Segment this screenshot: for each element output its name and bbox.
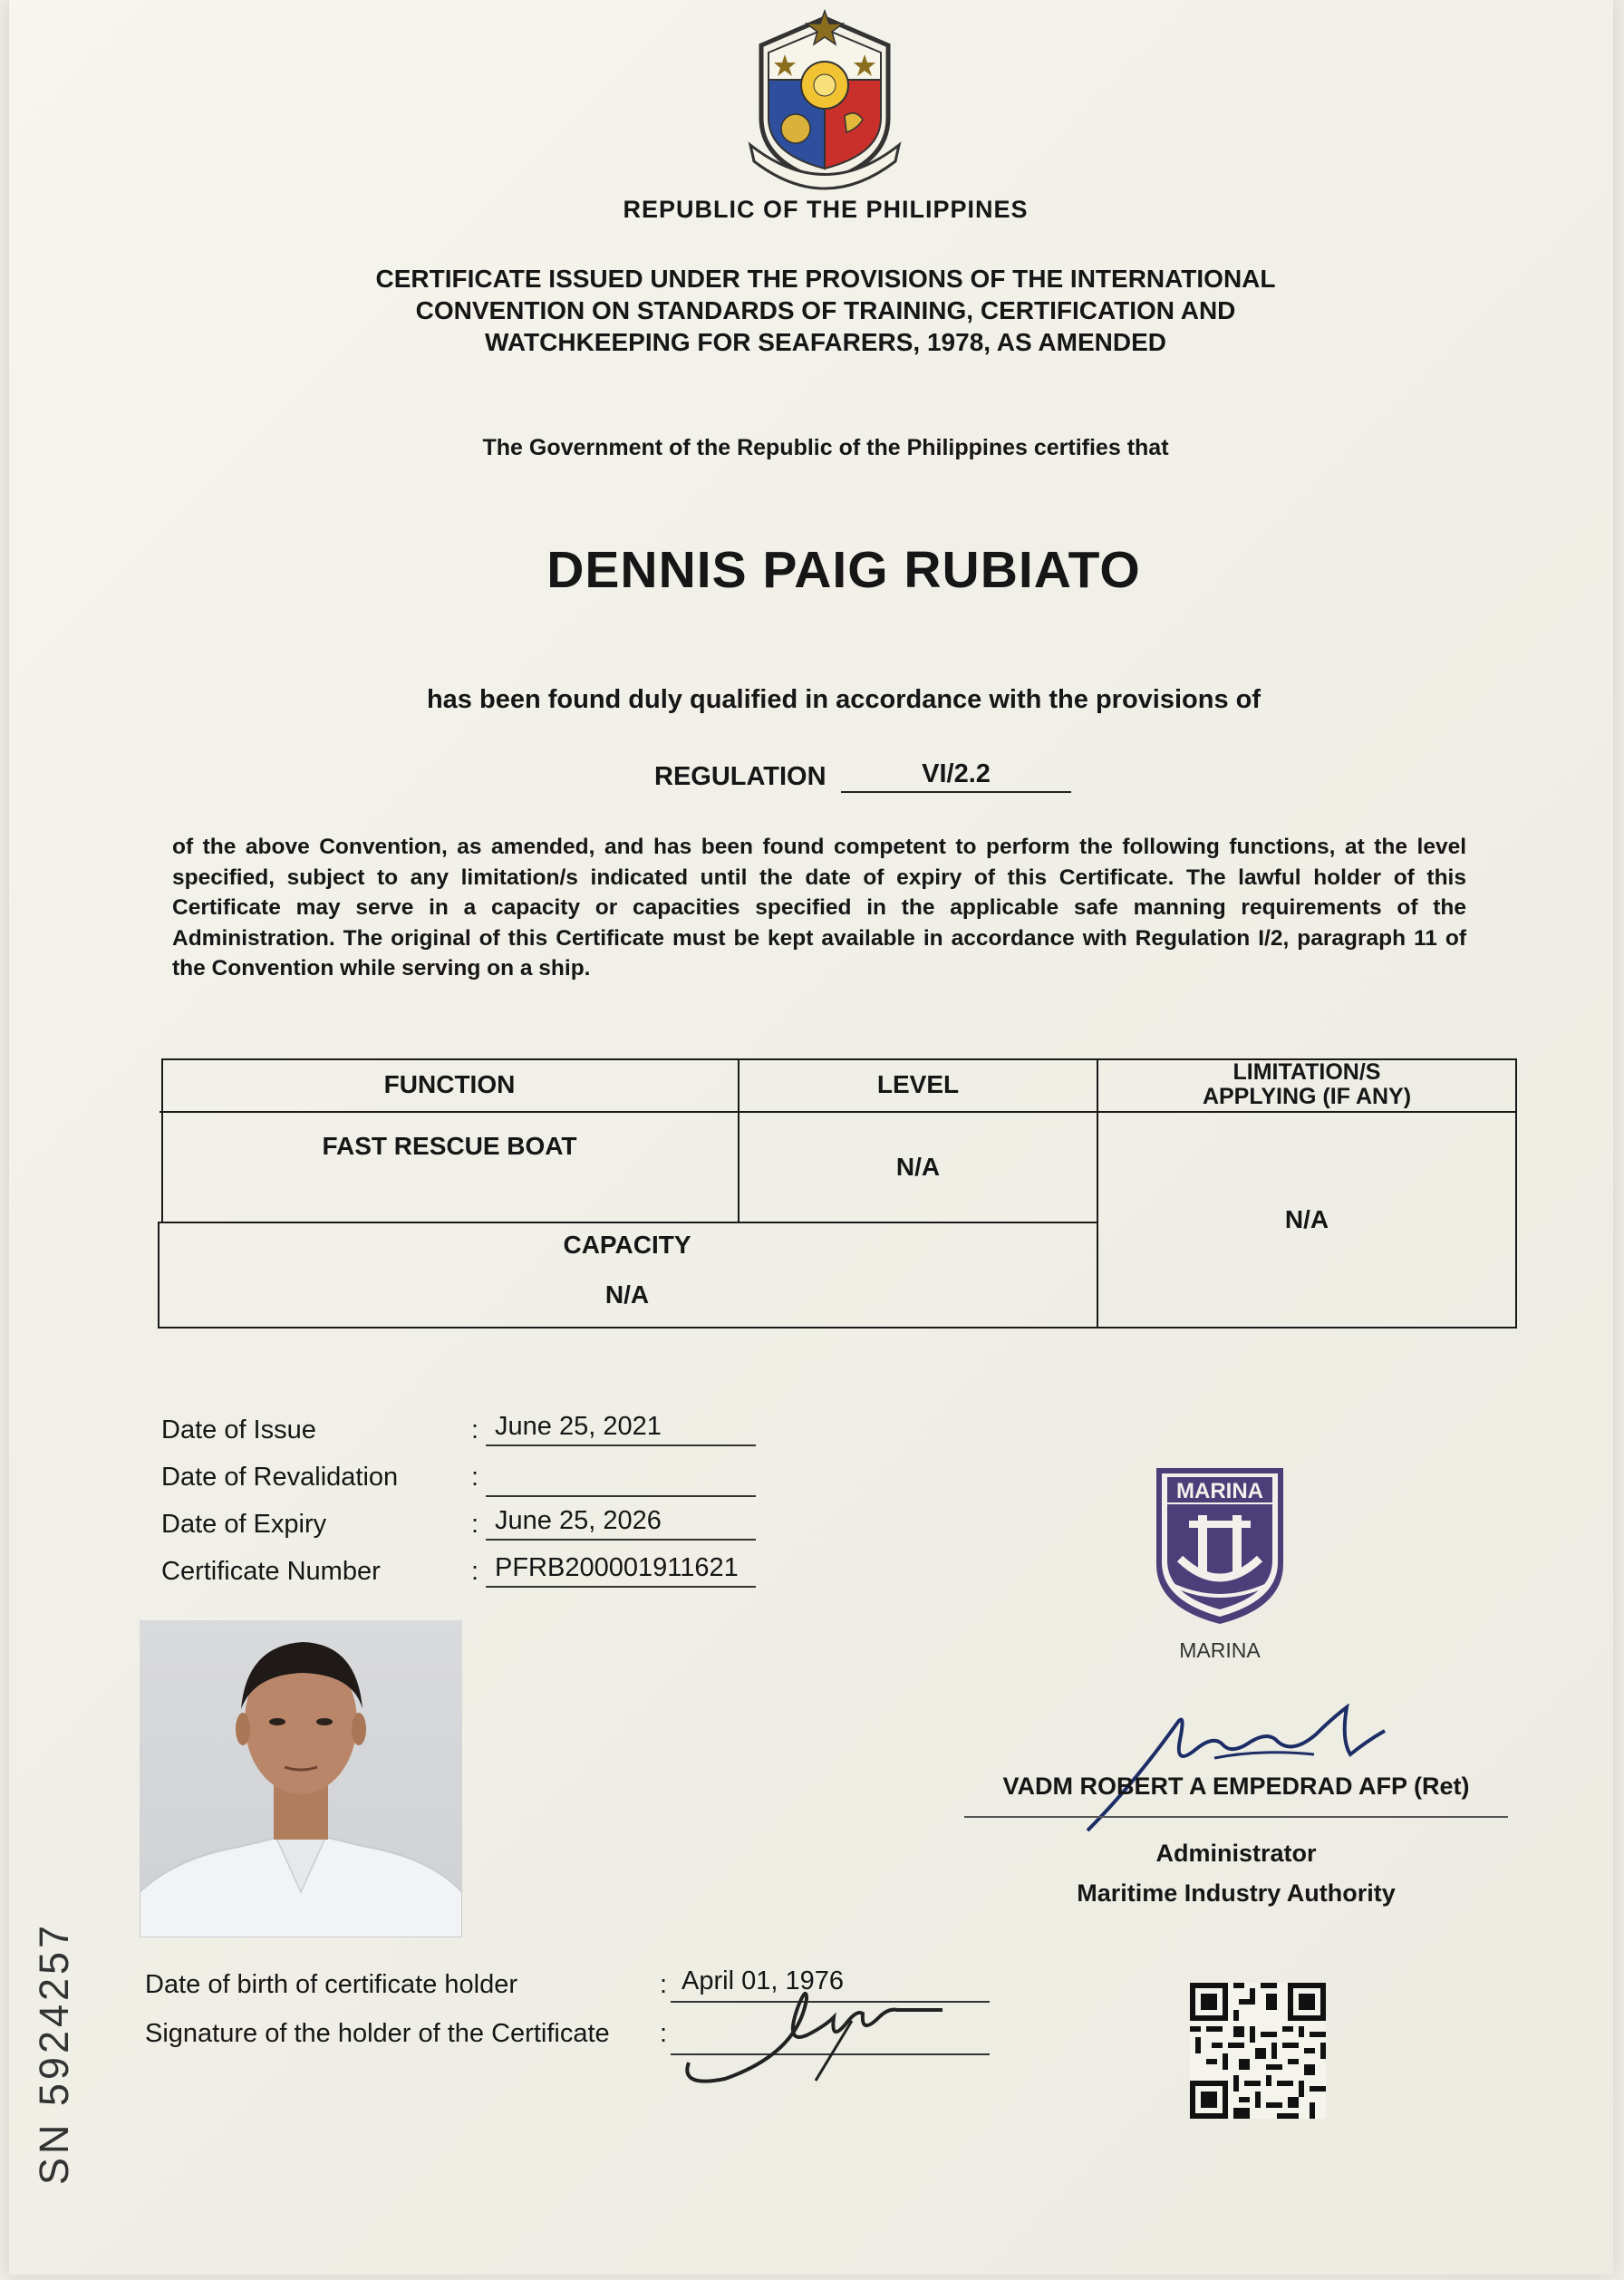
administrator-signature	[1078, 1704, 1387, 1840]
regulation-label: REGULATION	[654, 762, 826, 791]
stcw-line: CERTIFICATE ISSUED UNDER THE PROVISIONS OF THE INTERNATIONAL	[375, 265, 1276, 293]
date-of-issue-value: June 25, 2021	[486, 1412, 756, 1446]
limitations-header-line: APPLYING (IF ANY)	[1202, 1084, 1412, 1109]
field-colon: :	[660, 1970, 668, 1999]
marina-label: MARINA	[1179, 1638, 1261, 1662]
qr-code-icon	[1190, 1983, 1326, 2119]
government-certifies: The Government of the Republic of the Philippines certifies that	[482, 435, 1169, 460]
field-colon: :	[471, 1510, 479, 1539]
holder-signature-label: Signature of the holder of the Certificate	[145, 2019, 610, 2048]
stcw-heading	[272, 263, 1379, 358]
administrator-title: Administrator	[1155, 1840, 1317, 1867]
field-colon: :	[660, 2019, 668, 2048]
function-header: FUNCTION	[383, 1070, 516, 1098]
regulation-value: VI/2.2	[841, 759, 1071, 793]
certificate-number-label: Certificate Number	[161, 1557, 381, 1586]
holder-signature	[671, 1981, 979, 2090]
holder-name: DENNIS PAIG RUBIATO	[546, 541, 1141, 599]
level-value: N/A	[895, 1153, 941, 1181]
table-border	[1515, 1058, 1517, 1328]
table-border	[158, 1327, 1517, 1328]
capacity-value: N/A	[604, 1280, 650, 1309]
field-colon: :	[471, 1557, 479, 1586]
level-header: LEVEL	[876, 1070, 960, 1098]
signature-line	[964, 1816, 1508, 1818]
date-of-issue-label: Date of Issue	[161, 1415, 316, 1444]
stcw-line: WATCHKEEPING FOR SEAFARERS, 1978, AS AMENDED	[485, 328, 1166, 356]
stcw-line: CONVENTION ON STANDARDS OF TRAINING, CERTIFICATION AND	[415, 296, 1236, 324]
certificate-number-value: PFRB200001911621	[486, 1553, 756, 1588]
function-value: FAST RESCUE BOAT	[322, 1132, 577, 1160]
philippine-seal-icon	[743, 9, 906, 190]
qualified-statement: has been found duly qualified in accordance with the provisions of	[426, 685, 1262, 714]
functions-table	[158, 1058, 1517, 1338]
date-of-expiry-value: June 25, 2026	[486, 1506, 756, 1541]
limitations-header	[1098, 1058, 1515, 1111]
country-title: REPUBLIC OF THE PHILIPPINES	[623, 196, 1029, 223]
marina-logo-text: MARINA	[1176, 1479, 1263, 1503]
capacity-header: CAPACITY	[563, 1231, 691, 1259]
date-of-birth-value: April 01, 1976	[671, 1966, 990, 2003]
field-colon: :	[471, 1463, 479, 1492]
date-of-revalidation-label: Date of Revalidation	[161, 1463, 399, 1492]
convention-paragraph: of the above Convention, as amended, and has been found competent to perform the following functions, at the level specified, subject to any limitation/s indicated until the date of expiry of this Certificate. The lawful holder of this Certificate may serve in a capacity or capacities specified in the applicable safe manning requirements of the Administration. The original of this Certificate must be kept available in accordance with Regulation I/2, paragraph 11 of the Convention while serving on a ship.	[172, 835, 1466, 981]
serial-number-text: SN 5924257	[31, 1921, 77, 2186]
administrator-organization: Maritime Industry Authority	[1077, 1879, 1396, 1907]
date-of-revalidation-value	[486, 1463, 756, 1497]
marina-logo	[1153, 1464, 1287, 1628]
field-colon: :	[471, 1415, 479, 1444]
date-of-expiry-label: Date of Expiry	[161, 1510, 327, 1539]
date-of-birth-label: Date of birth of certificate holder	[145, 1970, 518, 1999]
limitations-value: N/A	[1284, 1205, 1329, 1233]
holder-photo	[140, 1620, 462, 1937]
limitations-header-line: LIMITATION/S	[1232, 1059, 1381, 1085]
serial-number	[27, 1903, 82, 2202]
administrator-name: VADM ROBERT A EMPEDRAD AFP (Ret)	[1002, 1773, 1470, 1800]
